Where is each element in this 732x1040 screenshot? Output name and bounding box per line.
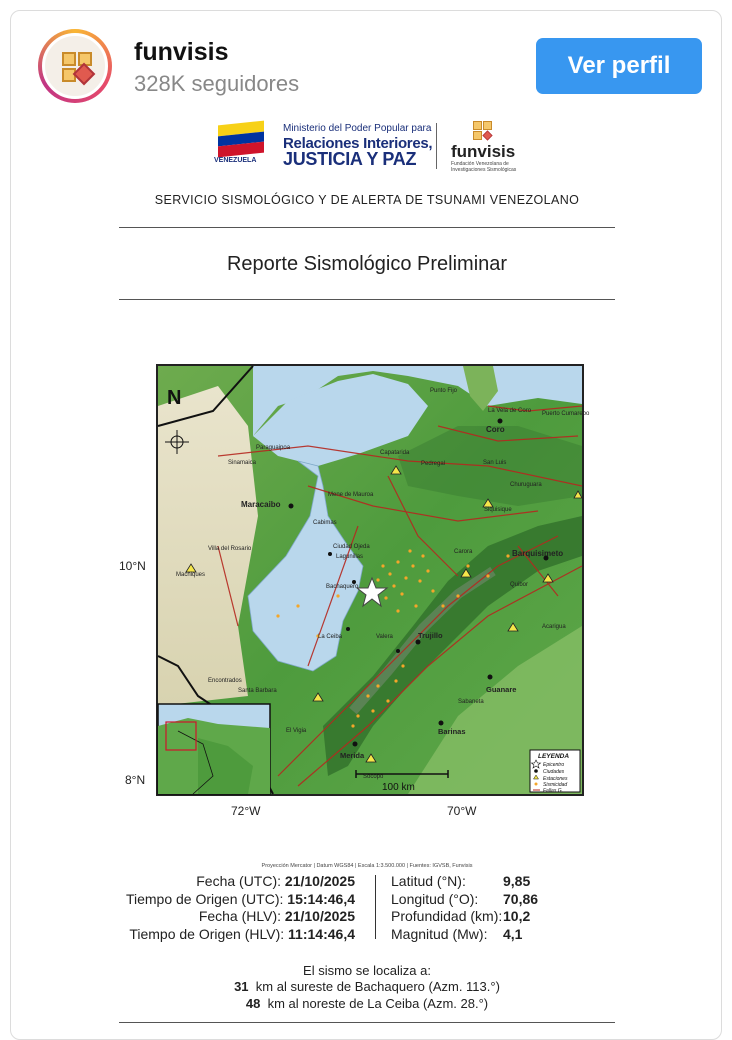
ministry-prefix: Ministerio del Poder Popular para [283, 123, 432, 134]
funvisis-logo-icon [62, 52, 76, 66]
city-label: Pedregal [421, 461, 446, 467]
city-label: Sabaneta [458, 699, 484, 705]
city-label: Acarigua [542, 624, 566, 630]
flag-caption: VENEZUELA [214, 157, 257, 164]
legend-seismicity-icon [535, 783, 538, 786]
city-label: Paraguaipoa [256, 445, 291, 451]
divider [119, 1022, 615, 1023]
service-title: SERVICIO SISMOLÓGICO Y DE ALERTA DE TSUNAMI VENEZOLANO [154, 193, 580, 207]
city-label: La Vela de Coro [488, 408, 532, 414]
city-label: Lagunillas [336, 554, 364, 560]
city-label: Sinamaica [228, 460, 257, 466]
city-label: Barquisimeto [512, 549, 564, 558]
city-label: Barinas [438, 727, 466, 736]
lon-label-72w: 72°W [231, 804, 261, 818]
funvisis-emblem-icon [473, 121, 495, 143]
ministry-name-line1: Relaciones Interiores, [283, 135, 433, 152]
funvisis-logo-diamond [73, 63, 96, 86]
legend-city-icon [534, 769, 538, 773]
event-row: Profundidad (km): 10,2 [391, 908, 531, 924]
report-title: Reporte Sismológico Preliminar [226, 253, 508, 275]
location-heading: El sismo se localiza a: [303, 963, 431, 978]
city-label: Punto Fijo [430, 388, 458, 394]
city-label: Trujillo [418, 631, 443, 640]
funvisis-wordmark: funvisis [451, 142, 516, 161]
account-name[interactable]: funvisis [134, 38, 229, 66]
city-label: Coro [486, 425, 505, 434]
city-label: Guanare [486, 685, 517, 694]
city-label: Socopo [363, 774, 384, 780]
city-label: Siquisique [484, 507, 512, 513]
event-row: Latitud (°N): 9,85 [391, 873, 531, 889]
map-projection-note: Proyección Mercator | Datum WGS84 | Escala 1:3.500.000 | Fuentes: IGVSB, Funvisis [261, 863, 473, 869]
legend-item: Estaciones [543, 776, 568, 782]
follower-count: 328K seguidores [134, 71, 300, 96]
legend-item: Ciudades [543, 769, 565, 775]
event-time-block [126, 873, 355, 943]
logo-divider [436, 123, 437, 169]
event-row: Magnitud (Mw): 4,1 [391, 925, 523, 942]
data-separator [375, 875, 376, 939]
divider [119, 227, 615, 228]
legend-item: Sismicidad [543, 782, 568, 788]
city-label: Bachaquero [326, 584, 359, 590]
lon-label-70w: 70°W [447, 804, 477, 818]
location-line: 48 km al noreste de La Ceiba (Azm. 28.°) [245, 996, 489, 1011]
city-label: San Luis [483, 460, 507, 466]
city-label: Ciudad Ojeda [333, 544, 370, 550]
city-label: Puerto Cumarebo [542, 411, 590, 417]
city-label: Carora [454, 549, 473, 555]
event-row: Tiempo de Origen (UTC): 15:14:46,4 [125, 890, 355, 907]
city-label: El Vigia [286, 728, 307, 734]
city-label: Machiques [176, 572, 206, 578]
post-card [10, 10, 722, 1040]
city-label: Quibor [510, 582, 529, 588]
divider [119, 299, 615, 300]
city-label: Mene de Mauroa [328, 492, 374, 498]
location-line: 31 km al sureste de Bachaquero (Azm. 113.°) [234, 979, 500, 994]
map-legend [530, 750, 580, 794]
ministry-name-line2: JUSTICIA Y PAZ [283, 149, 417, 169]
city-label: Cabimas [313, 520, 337, 526]
inset-overview-map [158, 704, 270, 794]
city-label: Maracaibo [241, 500, 281, 509]
account-avatar[interactable] [38, 29, 112, 103]
legend-item: Epicentro [543, 762, 565, 768]
map-canvas [158, 366, 590, 794]
legend-item: Fallas G. [543, 788, 564, 794]
city-label: Santa Barbara [238, 688, 277, 694]
seismic-map[interactable] [156, 364, 590, 796]
event-row: Fecha (UTC): 21/10/2025 [196, 873, 355, 889]
event-row: Longitud (°O): 70,86 [391, 890, 539, 907]
lat-label-10n: 10°N [119, 559, 146, 573]
city-label: Churuguara [510, 482, 542, 488]
city-label: Villa del Rosario [208, 546, 252, 552]
legend-title: LEYENDA [538, 753, 570, 760]
view-profile-button[interactable]: Ver perfil [536, 38, 702, 94]
event-row: Tiempo de Origen (HLV): 11:14:46,4 [129, 925, 355, 942]
city-label: Encontrados [208, 678, 242, 684]
city-label: Merida [340, 751, 365, 760]
venezuela-flag-icon [218, 121, 264, 158]
funvisis-subtitle: Fundación Venezolana de Investigaciones Sismológicas [451, 161, 517, 173]
city-label: Capatarida [380, 450, 410, 456]
city-label: Valera [376, 634, 393, 640]
event-location-block [391, 873, 538, 943]
city-label: La Ceiba [318, 634, 343, 640]
lat-label-8n: 8°N [125, 773, 146, 787]
event-row: Fecha (HLV): 21/10/2025 [198, 908, 355, 924]
north-label: N [167, 387, 182, 409]
scale-label: 100 km [382, 782, 415, 793]
